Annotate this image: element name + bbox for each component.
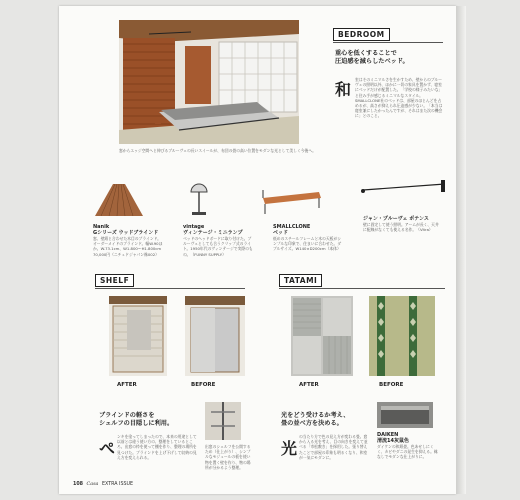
tatami-rule xyxy=(279,288,445,289)
shelf-body: ンキを塗ってしまったので、本来の用途として以前とは違う使い方の、整理をしているところ。出窓の枠を使って棚を作り、整理の場所を見つけた。ブラインドを上げ下げして収納の見え方を変えられる。 xyxy=(117,434,197,460)
bedroom-rule xyxy=(333,42,443,43)
product-3-name: SMALLCLONE xyxy=(273,224,311,230)
product-1-name: Nanik xyxy=(93,224,110,230)
product-1-desc: 窓、壁紙と合わせた木目のブラインド。オーダーメイドのブラインド。幅W.90ほか。W.73.1cm、W1.800～H1.800cm 70,000円（ニチュドジャパン株002） xyxy=(93,236,163,257)
tatami-product xyxy=(377,432,439,470)
issue-label: EXTRA ISSUE xyxy=(101,482,134,487)
product-bed-image xyxy=(259,186,323,216)
tatami-headline-1: 光をどう受けるか考え、 xyxy=(281,412,350,419)
product-1-sub: Gシリーズ ウッドブラインド xyxy=(93,230,159,236)
bedroom-headline-2: 圧迫感を減らしたベッド。 xyxy=(335,58,409,65)
bedroom-photo-caption: 窓からエッジ空間へと伸びるブルーヴェの長いスイールが、布団の畳の高い位置をモダンな光として美しく今後へ。 xyxy=(119,148,316,153)
magazine-page xyxy=(59,6,456,494)
shelf-headline-1: ブラインドの軽さを xyxy=(99,412,155,419)
product-3-desc: 低めのスチールフレームと木の天板がシンプルな印象で、住まいに合わせた。ダブルサイズ。W140×D200cm（本体） xyxy=(273,236,342,252)
bedroom-photo xyxy=(119,20,299,144)
shelf-caption: 出窓のシェルフを公開するため（仕上がり）、シンプルなモジュールの板を使い物を置く壁を作り、物の場所が分かるよう整理。 xyxy=(205,444,251,470)
tatami-product-name: DAIKEN xyxy=(377,432,399,438)
product-3-sub: ベッド xyxy=(273,230,289,236)
bedroom-headline-1: 重心を低くすることで xyxy=(335,50,397,57)
shelf-after-label: AFTER xyxy=(117,382,137,388)
page-spine xyxy=(456,6,466,494)
product-lamp-image xyxy=(179,182,219,218)
shelf-detail-photo xyxy=(205,402,241,440)
tatami-product-sub: 清流14灰鼠色 xyxy=(377,438,409,444)
product-3 xyxy=(273,224,343,262)
tatami-product-desc: ダイケンの和紙畳。色あせしにくく、カビやダニの発生を抑える。縁なしでモダンな仕上がりに。 xyxy=(377,444,438,460)
shelf-before-photo xyxy=(185,296,245,376)
bedroom-drop-cap: 和 xyxy=(335,80,352,99)
product-4-desc: 壁に固定して使う照明。アームが長く、天井に配線がなくても使える名作。（Vitra） xyxy=(363,222,439,233)
tatami-before-photo xyxy=(369,296,435,376)
magazine-brand: Casa xyxy=(86,482,99,487)
shelf-headline-2: シェルフの目隠しに利用。 xyxy=(99,420,174,427)
tatami-before-label: BEFORE xyxy=(379,382,404,388)
product-2 xyxy=(183,224,253,262)
product-4-sub: ジャン・プルーヴェ ポテンス xyxy=(363,216,429,222)
tatami-drop-cap: 光 xyxy=(281,439,298,458)
page-number: 108 xyxy=(73,482,84,487)
tatami-sample-photo xyxy=(377,402,433,428)
bedroom-illustration xyxy=(119,20,299,144)
bedroom-body: 室はそのミニマルさを生かすため、壁からのブルーヴェの照明以外、ほかに一切の家具を置かず、寝室にベッドだけが配置した。「学校の様子みたいな」と住み手が感じるミニマルなスタイル。SMALLCLONE社のベッドは、部屋のほとんどを占めるが、高さが抑えられ圧迫感が少ない。「本当は寝室兼にしたかったんですが、それはまた次の機会に」とのこと。 xyxy=(355,77,443,119)
tatami-headline-2: 畳の並べ方を決める。 xyxy=(281,420,343,427)
tatami-body: の当たり方で色の見え方が変わる畳。窓から入る光を考え、目の向きを変えて並べる「市松敷き」を採用した。張り替えたことで部屋の印象も明るくなり、和室が一気にモダンに。 xyxy=(299,434,368,460)
product-potence-image xyxy=(359,178,449,198)
product-2-sub: ヴィンテージ・ミニランプ xyxy=(183,230,243,236)
page-footer xyxy=(73,482,133,488)
shelf-rule xyxy=(95,288,245,289)
product-2-desc: ベッドのヘッドボードに取り付けた。ブルーヴェとしても合うクリップ式のライト。1950年代のヴィンテージで実際のもの。（FUNNY SUPPLY） xyxy=(183,236,253,257)
tatami-label: TATAMI xyxy=(279,274,322,287)
product-4 xyxy=(363,216,441,256)
product-2-name: vintage xyxy=(183,224,205,230)
shelf-after-photo xyxy=(109,296,167,376)
product-blind-image xyxy=(93,182,145,218)
product-1 xyxy=(93,224,163,262)
tatami-after-label: AFTER xyxy=(299,382,319,388)
bedroom-label: BEDROOM xyxy=(333,28,390,41)
shelf-drop-cap: ペ xyxy=(99,439,116,458)
tatami-after-photo xyxy=(291,296,353,376)
shelf-before-label: BEFORE xyxy=(191,382,216,388)
shelf-label: SHELF xyxy=(95,274,134,287)
